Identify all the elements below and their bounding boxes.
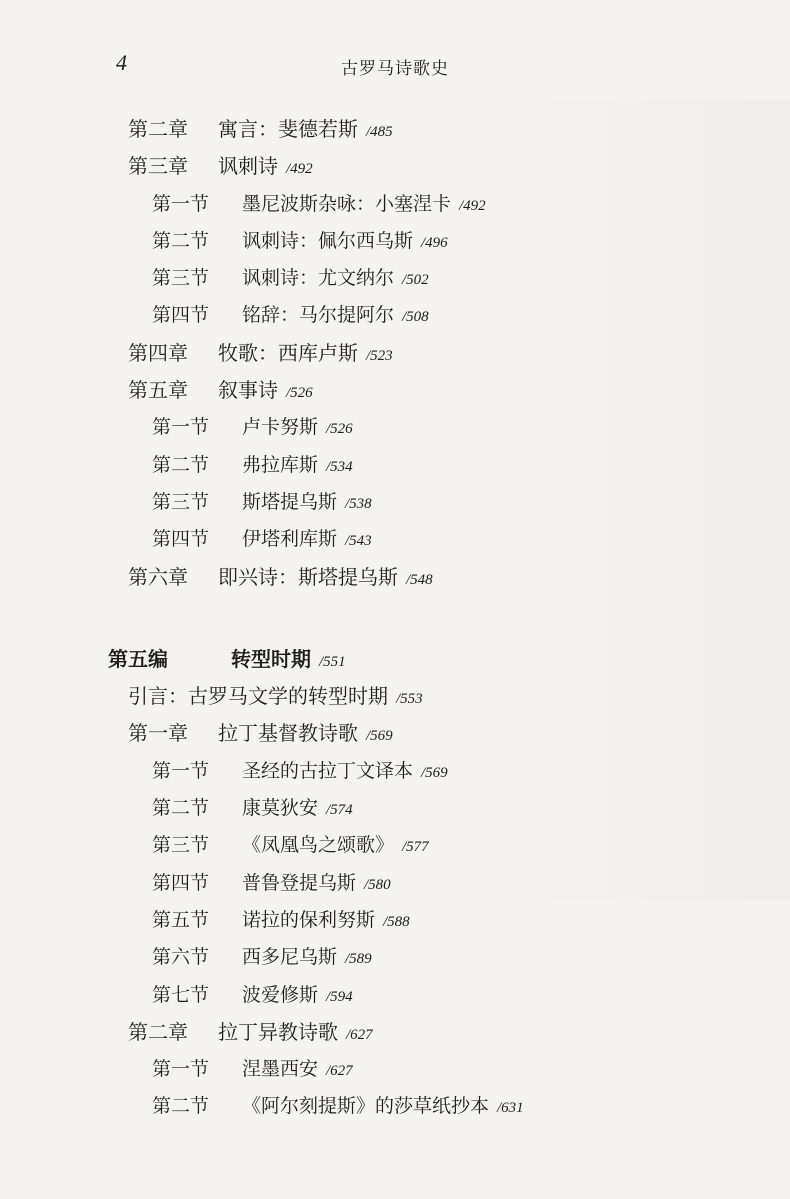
toc-section-entry bbox=[0, 260, 790, 297]
toc-entry-label: 第二节 bbox=[152, 229, 210, 252]
toc-entry-page: /588 bbox=[383, 913, 410, 930]
toc-entry-title: 弗拉库斯 bbox=[242, 453, 319, 476]
toc-entry-label: 第四章 bbox=[128, 340, 188, 365]
toc-chapter-entry bbox=[0, 148, 790, 185]
toc-section-entry bbox=[0, 827, 790, 864]
toc-section-entry bbox=[0, 1051, 790, 1088]
toc-section-entry bbox=[0, 753, 790, 790]
toc-entry-label: 第六节 bbox=[152, 946, 210, 969]
toc-entry-page: /526 bbox=[286, 385, 313, 402]
toc-entry-label: 第一节 bbox=[152, 759, 210, 782]
toc-section-entry bbox=[0, 977, 790, 1014]
toc-entry-page: /594 bbox=[326, 988, 353, 1005]
toc-entry-page: /534 bbox=[326, 458, 353, 475]
toc-entry-title: 涅墨西安 bbox=[242, 1058, 319, 1081]
toc-entry-title: 伊塔利库斯 bbox=[242, 528, 338, 551]
toc-entry-title: 拉丁异教诗歌 bbox=[218, 1019, 338, 1044]
toc-chapter-entry bbox=[0, 1014, 790, 1051]
toc-entry-page: /627 bbox=[346, 1026, 373, 1043]
toc-entry-page: /569 bbox=[421, 764, 448, 781]
toc-section-entry bbox=[0, 790, 790, 827]
running-title: 古罗马诗歌史 bbox=[341, 59, 449, 79]
toc-entry-title: 寓言：斐德若斯 bbox=[218, 117, 358, 141]
toc-entry-title: 普鲁登提乌斯 bbox=[242, 871, 357, 894]
toc-entry-page: /548 bbox=[406, 571, 433, 588]
toc-section-entry bbox=[0, 521, 790, 558]
toc-entry-label: 第二节 bbox=[152, 1095, 210, 1118]
toc-section-entry bbox=[0, 902, 790, 939]
toc-section-entry bbox=[0, 447, 790, 484]
toc-entry-title: 《阿尔刻提斯》的莎草纸抄本 bbox=[242, 1095, 490, 1118]
toc-entry-page: /492 bbox=[286, 161, 313, 178]
toc-entry-title: 康莫狄安 bbox=[242, 797, 319, 820]
toc-entry-label: 第四节 bbox=[152, 871, 210, 894]
toc-entry-label: 第二章 bbox=[128, 117, 188, 141]
toc-entry-title: 讽刺诗：尤文纳尔 bbox=[242, 267, 395, 290]
toc-entry-title: 圣经的古拉丁文译本 bbox=[242, 759, 414, 782]
toc-section-entry bbox=[0, 939, 790, 976]
toc-entry-label: 第五章 bbox=[128, 378, 188, 403]
toc-entry-page: /485 bbox=[366, 124, 393, 140]
toc-entry-title: 拉丁基督教诗歌 bbox=[218, 721, 358, 746]
toc-section-entry bbox=[0, 409, 790, 446]
toc-entry-label: 第五编 bbox=[108, 646, 168, 671]
toc-entry-title: 转型时期 bbox=[231, 646, 311, 671]
toc-chapter-entry bbox=[0, 111, 790, 148]
toc-entry-page: /543 bbox=[345, 533, 372, 550]
toc-entry-label: 第一节 bbox=[152, 416, 210, 439]
toc-entry-label: 第五节 bbox=[152, 908, 210, 931]
toc-chapter-entry bbox=[0, 372, 790, 409]
toc-entry-title: 引言：古罗马文学的转型时期 bbox=[128, 684, 388, 709]
toc-entry-label: 第六章 bbox=[128, 564, 188, 589]
toc-entry-page: /574 bbox=[326, 802, 353, 819]
toc-entry-label: 第三章 bbox=[128, 154, 188, 179]
toc-entry-title: 叙事诗 bbox=[218, 378, 278, 403]
toc-entry-label: 第一章 bbox=[128, 721, 188, 746]
toc-entry-label: 第四节 bbox=[152, 528, 210, 551]
toc-section-entry bbox=[0, 484, 790, 521]
toc-entry-title: 《凤凰鸟之颂歌》 bbox=[242, 834, 395, 857]
toc-entry-title: 卢卡努斯 bbox=[242, 416, 319, 439]
toc-chapter-entry bbox=[0, 715, 790, 752]
toc-entry-page: /589 bbox=[345, 951, 372, 968]
toc-entry-label: 第二节 bbox=[152, 797, 210, 820]
toc-part-entry bbox=[0, 641, 790, 678]
toc-chapter-entry bbox=[0, 335, 790, 372]
toc-entry-page: /526 bbox=[326, 421, 353, 438]
toc-entry-label: 第三节 bbox=[152, 490, 210, 513]
toc-entry-label: 第一节 bbox=[152, 192, 210, 215]
toc-entry-label: 第七节 bbox=[152, 983, 210, 1006]
toc-entry-label: 第二节 bbox=[152, 453, 210, 476]
toc-entry-title: 西多尼乌斯 bbox=[242, 946, 338, 969]
toc-entry-label: 第三节 bbox=[152, 267, 210, 290]
toc-entry-label: 第四节 bbox=[152, 304, 210, 327]
section-gap bbox=[0, 596, 790, 641]
toc-entry-label: 第三节 bbox=[152, 834, 210, 857]
toc-entry-page: /538 bbox=[345, 495, 372, 512]
toc-section-entry bbox=[0, 186, 790, 223]
toc-entry-page: /627 bbox=[326, 1063, 353, 1080]
toc-entry-page: /569 bbox=[366, 728, 393, 745]
toc-entry-title: 讽刺诗 bbox=[218, 154, 278, 179]
toc-entry-title: 讽刺诗：佩尔西乌斯 bbox=[242, 229, 414, 252]
toc-intro-entry bbox=[0, 678, 790, 715]
toc-entry-page: /553 bbox=[396, 691, 423, 708]
toc-entry-title: 即兴诗：斯塔提乌斯 bbox=[218, 564, 398, 589]
toc-entry-title: 墨尼波斯杂咏：小塞涅卡 bbox=[242, 192, 452, 215]
toc-entry-page: /496 bbox=[421, 234, 448, 251]
toc-section-entry bbox=[0, 1088, 790, 1125]
toc-entry-title: 诺拉的保利努斯 bbox=[242, 908, 376, 931]
toc-entry-label: 第二章 bbox=[128, 1019, 188, 1044]
toc-entry-page: /577 bbox=[402, 839, 429, 856]
toc-entry-title: 波爱修斯 bbox=[242, 983, 319, 1006]
toc-section-entry bbox=[0, 223, 790, 260]
toc-entry-page: /580 bbox=[364, 876, 391, 893]
table-of-contents bbox=[0, 111, 790, 1126]
toc-entry-page: /492 bbox=[459, 197, 486, 214]
toc-entry-page: /523 bbox=[366, 347, 393, 364]
toc-chapter-entry bbox=[0, 559, 790, 596]
toc-entry-title: 斯塔提乌斯 bbox=[242, 490, 338, 513]
toc-entry-page: /551 bbox=[319, 653, 346, 670]
page-number: 4 bbox=[116, 50, 127, 75]
toc-entry-page: /502 bbox=[402, 272, 429, 289]
toc-entry-page: /508 bbox=[402, 309, 429, 326]
toc-section-entry bbox=[0, 865, 790, 902]
toc-entry-title: 铭辞：马尔提阿尔 bbox=[242, 304, 395, 327]
toc-entry-label: 第一节 bbox=[152, 1058, 210, 1081]
toc-section-entry bbox=[0, 297, 790, 334]
toc-entry-page: /631 bbox=[497, 1100, 524, 1117]
toc-entry-title: 牧歌：西库卢斯 bbox=[218, 340, 358, 365]
